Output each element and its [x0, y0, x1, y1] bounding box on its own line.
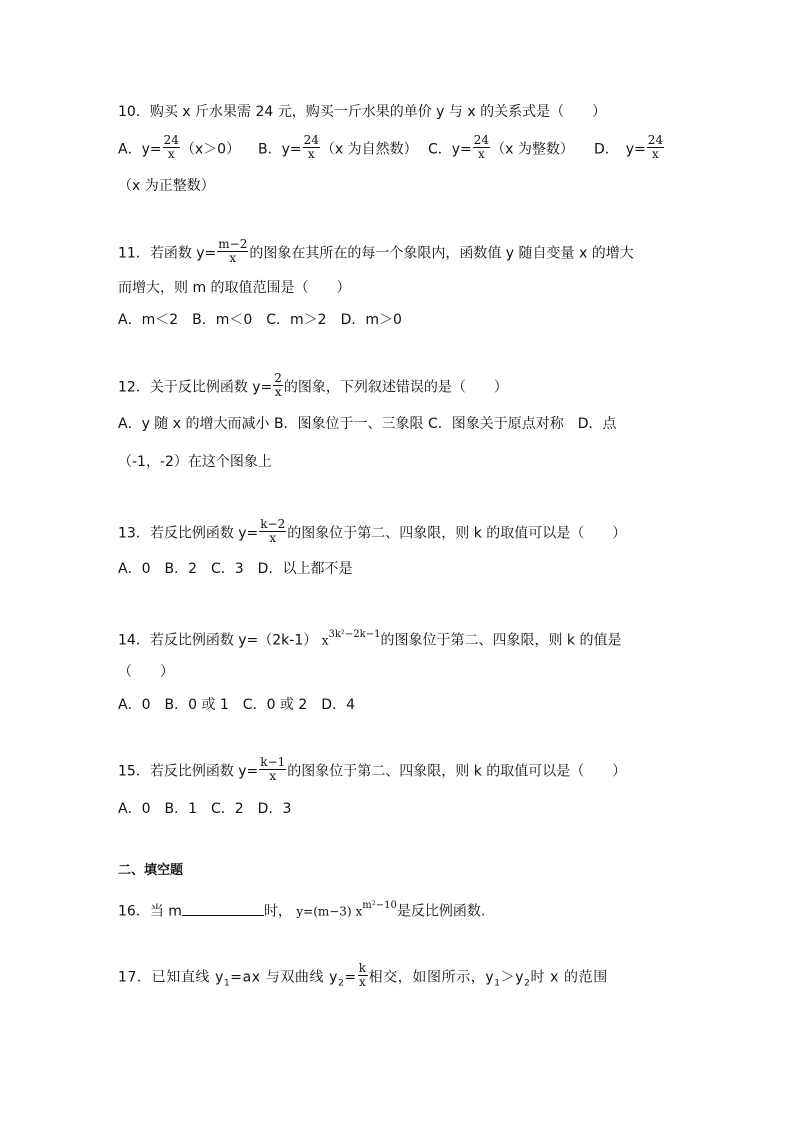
section-title: 二、填空题: [118, 863, 184, 878]
option-a: A．y= $\frac{24}{x}$ （x＞0）: [118, 133, 241, 161]
question-10-stem: 10．购买 x 斤水果需 24 元，购买一斤水果的单价 y 与 x 的关系式是（ ）: [118, 104, 607, 120]
fraction: $\frac{m-2}{x}$: [218, 237, 248, 265]
exponent: m²−10: [362, 900, 397, 911]
option-d: D． y= $\frac{24}{x}$: [594, 133, 664, 161]
question-11-options: A．m＜2 B．m＜0 C．m＞2 D．m＞0: [118, 312, 402, 328]
question-17-stem: 17．已知直线 $y_1=ax$ 与双曲线 $y_2=$ $\frac{k}{x}$ 相交，如图所示，$y_1>y_2$时 x 的范围: [118, 961, 608, 989]
question-14-stem-line2: （ ）: [118, 664, 174, 680]
question-10-option-d-condition: （x 为正整数）: [118, 178, 215, 194]
question-12-stem: 12．关于反比例函数 y= $\frac{2}{x}$ 的图象，下列叙述错误的是（ ）: [118, 371, 508, 399]
fraction: $\frac{24}{x}$: [303, 133, 319, 161]
option-b: B．y= $\frac{24}{x}$ （x 为自然数）: [258, 133, 418, 161]
question-13-options: A．0 B．2 C．3 D．以上都不是: [118, 561, 353, 577]
question-12-options: A．y 随 x 的增大而减小 B．图象位于一、三象限 C．图象关于原点对称 D．点: [118, 416, 617, 432]
question-12-options-line2: （-1，-2）在这个图象上: [118, 454, 272, 470]
question-14-stem: 14．若反比例函数 y=（2k-1） $x^{3k^2-2k-1}$的图象位于第二、四象限，则 k 的值是: [118, 629, 622, 649]
exponent: 3k²−2k−1: [328, 629, 381, 640]
fraction: $\frac{k-1}{x}$: [260, 755, 286, 783]
fraction: $\frac{24}{x}$: [647, 133, 664, 161]
question-15-options: A．0 B．1 C．2 D．3: [118, 801, 292, 817]
question-10-options: [118, 133, 678, 166]
question-16: 16．当 m 时， y=(m−3) $x^{m^2-10}$是反比例函数.: [118, 900, 486, 920]
question-14-options: A．0 B．0 或 1 C．0 或 2 D．4: [118, 697, 355, 713]
question-11-stem: 11．若函数 y= $\frac{m-2}{x}$ 的图象在其所在的每一个象限内，函数值 y 随自变量 x 的增大: [118, 237, 634, 265]
fraction: $\frac{k}{x}$: [358, 961, 367, 989]
answer-blank[interactable]: [182, 901, 264, 916]
fraction: $\frac{24}{x}$: [163, 133, 179, 161]
fraction: $\frac{k-2}{x}$: [260, 517, 286, 545]
fraction: $\frac{2}{x}$: [274, 371, 282, 399]
question-13-stem: 13．若反比例函数 y= $\frac{k-2}{x}$ 的图象位于第二、四象限，则 k 的取值可以是（ ）: [118, 517, 627, 545]
fraction: $\frac{24}{x}$: [473, 133, 490, 161]
question-11-stem-line2: 而增大，则 m 的取值范围是（ ）: [118, 280, 351, 296]
option-c: C．y= $\frac{24}{x}$ （x 为整数）: [428, 133, 574, 161]
question-15-stem: 15．若反比例函数 y= $\frac{k-1}{x}$ 的图象位于第二、四象限，则 k 的取值可以是（ ）: [118, 755, 627, 783]
